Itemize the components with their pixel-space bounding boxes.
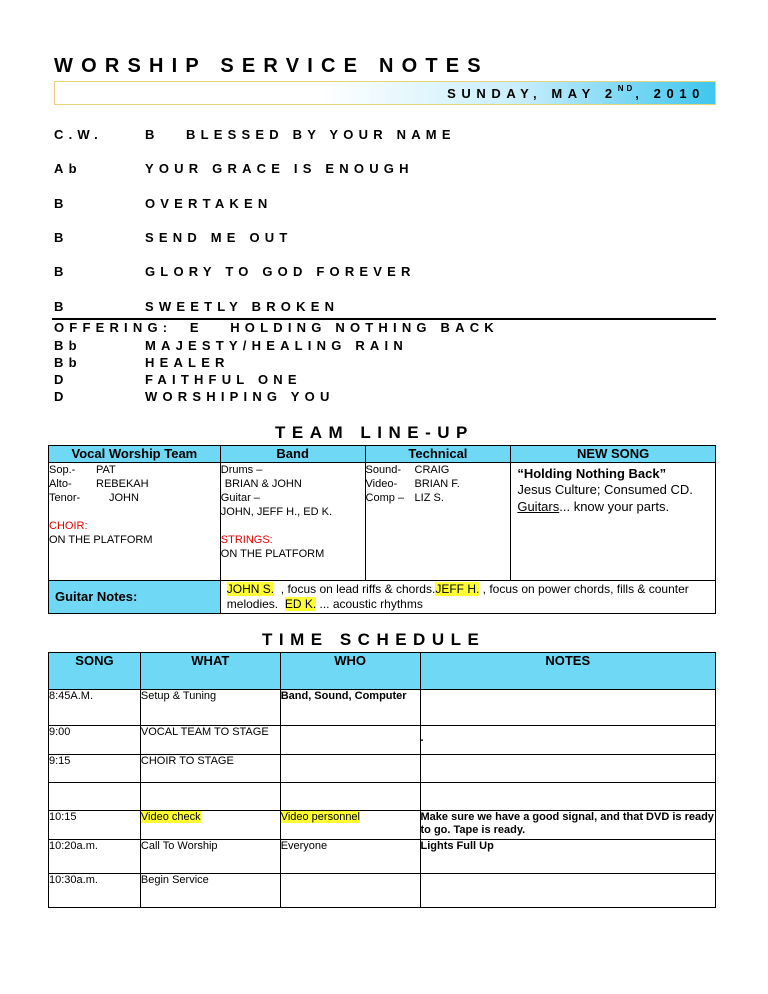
band-cell: Drums – BRIAN & JOHN Guitar – JOHN, JEFF H., ED K. STRINGS: ON THE PLATFORM <box>220 463 365 581</box>
song-title: FAITHFUL ONE <box>145 372 302 387</box>
song-key: Bb <box>54 355 82 370</box>
choir-label: CHOIR: <box>49 520 88 532</box>
song-title: B BLESSED BY YOUR NAME <box>145 127 456 142</box>
time-schedule-table <box>48 652 716 908</box>
song-title: WORSHIPING YOU <box>145 389 335 404</box>
team-lineup-title: TEAM LINE-UP <box>275 423 474 442</box>
tech-member: Video- BRIAN F. <box>365 478 460 490</box>
table-row <box>49 783 716 811</box>
table-row: 10:30a.m. Begin Service <box>49 874 716 908</box>
service-date: SUNDAY, MAY 2ND, 2010 <box>447 84 705 101</box>
song-title: GLORY TO GOD FOREVER <box>145 264 416 279</box>
tech-member: Comp – LIZ S. <box>365 492 444 504</box>
choir-value: ON THE PLATFORM <box>49 534 153 546</box>
time-schedule-title: TIME SCHEDULE <box>262 630 486 649</box>
song-key: B <box>54 196 69 211</box>
song-key: D <box>54 389 69 404</box>
vocal-member: Alto- REBEKAH <box>49 478 149 490</box>
song-key: Ab <box>54 161 82 176</box>
column-header: SONG <box>49 653 141 690</box>
table-row: 10:15 Video check Video personnel Make sure we have a good signal, and that DVD is ready to go. Tape is ready. <box>49 811 716 840</box>
page-title: WORSHIP SERVICE NOTES <box>54 55 489 77</box>
new-song-title: “Holding Nothing Back” <box>517 466 667 481</box>
table-row: 9:15 CHOIR TO STAGE <box>49 755 716 783</box>
column-header: NOTES <box>420 653 716 690</box>
offering-label: OFFERING: E HOLDING NOTHING BACK <box>54 320 499 335</box>
song-key: C.W. <box>54 127 103 142</box>
new-song-cell <box>511 463 716 581</box>
song-title: OVERTAKEN <box>145 196 273 211</box>
table-row: 10:20a.m. Call To Worship Everyone Lights Full Up <box>49 840 716 874</box>
song-title: SWEETLY BROKEN <box>145 299 340 314</box>
strings-label: STRINGS: <box>220 534 273 546</box>
song-key: B <box>54 230 69 245</box>
song-key: Bb <box>54 338 82 353</box>
column-header: NEW SONG <box>511 446 716 463</box>
column-header: Technical <box>365 446 511 463</box>
song-key: B <box>54 264 69 279</box>
song-title: MAJESTY/HEALING RAIN <box>145 338 408 353</box>
table-row: 9:00 VOCAL TEAM TO STAGE . <box>49 726 716 755</box>
song-title: SEND ME OUT <box>145 230 293 245</box>
date-banner <box>54 81 716 105</box>
song-key: B <box>54 299 69 314</box>
column-header: Band <box>220 446 365 463</box>
song-title: YOUR GRACE IS ENOUGH <box>145 161 414 176</box>
new-song-note: Guitars... know your parts. <box>517 499 670 514</box>
vocal-team-cell <box>49 463 221 581</box>
vocal-member: Sop.- PAT <box>49 464 116 476</box>
strings-value: ON THE PLATFORM <box>220 548 325 560</box>
column-header: WHO <box>280 653 420 690</box>
new-song-artist: Jesus Culture; Consumed CD. <box>517 482 693 497</box>
song-key: D <box>54 372 69 387</box>
team-lineup-table <box>48 445 716 614</box>
technical-cell <box>365 463 511 581</box>
tech-member: Sound- CRAIG <box>365 464 450 476</box>
song-title: HEALER <box>145 355 230 370</box>
table-row: 8:45A.M. Setup & Tuning Band, Sound, Computer <box>49 690 716 726</box>
guitar-notes-label: Guitar Notes: <box>49 581 221 614</box>
column-header: WHAT <box>140 653 280 690</box>
vocal-member: Tenor- JOHN <box>49 492 139 504</box>
guitar-notes: JOHN S. , focus on lead riffs & chords.JEFF H. , focus on power chords, fills & counter melodies. ED K. ... acoustic rhythms <box>220 581 715 614</box>
column-header: Vocal Worship Team <box>49 446 221 463</box>
